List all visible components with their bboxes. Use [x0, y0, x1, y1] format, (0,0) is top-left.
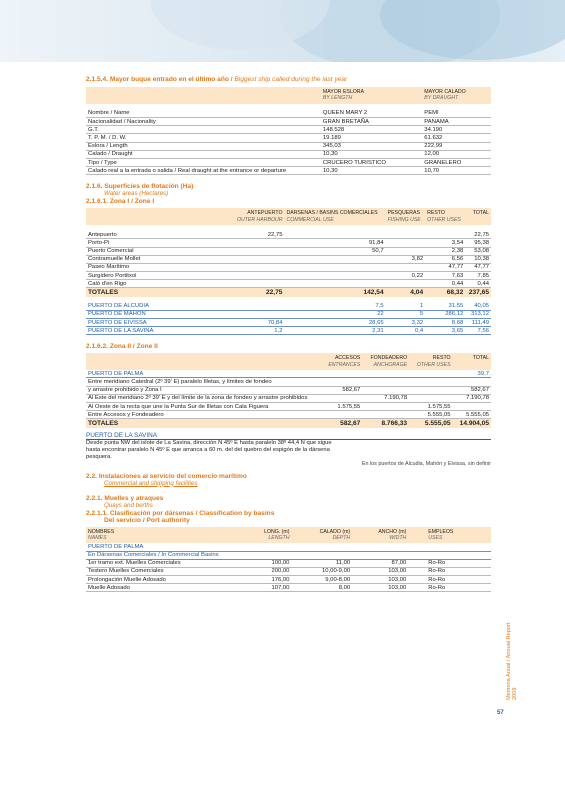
table-row: [86, 150, 491, 158]
col-header: FONDEADERO ANCHORAGE: [370, 355, 408, 368]
table-cell: 3,82: [386, 255, 426, 263]
table-cell: [409, 386, 452, 394]
table-cell: Nombre / Name: [86, 110, 321, 118]
table-cell: Al Oeste de la recta que une la Punta Sur de Illetas con Cala Figuera: [86, 402, 321, 410]
table-row: [86, 280, 491, 288]
table-row: [86, 255, 491, 263]
table-cell: Tipo / Type: [86, 158, 321, 166]
col-header: MAYOR ESLORA BY LENGTH: [322, 89, 365, 102]
biggest-ship-table: [86, 87, 491, 175]
table-cell: Eslora / Length: [86, 142, 321, 150]
table-cell: 53,08: [465, 247, 491, 255]
table-cell: [409, 394, 452, 402]
quays-table: [86, 527, 491, 593]
table-cell: PUERTO DE EIVISSA: [86, 319, 232, 327]
table-cell: G.T.: [86, 126, 321, 134]
subsection-title-port-authority: Del servicio / Port authority: [104, 516, 190, 524]
table-cell: [453, 402, 491, 410]
table-cell: 7.190,78: [453, 394, 491, 402]
header-banner: [0, 0, 565, 62]
footnote: En los puertos de Alcudia, Mahón y Eivissa, sin definir: [361, 460, 491, 467]
table-cell: [284, 280, 385, 288]
table-cell: 286,12: [425, 310, 465, 318]
table-cell: 345,03: [321, 142, 422, 150]
section-title-water-areas: 2.1.6. Superficies de flotación (Ha): [86, 183, 194, 191]
table-cell: 100,00: [240, 559, 292, 567]
table-cell: PANAMA: [422, 118, 491, 126]
table-row: [86, 310, 491, 318]
table-cell: 10,30: [321, 150, 422, 158]
table-cell: QUEEN MARY 2: [321, 110, 422, 118]
totals-row: TOTALES 22,75 142,54 4,04 68,32 237,65: [88, 289, 489, 297]
table-cell: 70,84: [232, 319, 285, 327]
table-cell: Puerto Comercial: [86, 247, 232, 255]
table-cell: PUERTO DE ALCUDIA: [86, 303, 232, 311]
table-row: [86, 386, 491, 394]
table-cell: 176,00: [240, 576, 292, 584]
table-cell: Surgidero Portitxol: [86, 272, 232, 280]
table-cell: [321, 411, 362, 419]
table-cell: 5.555,05: [409, 411, 452, 419]
table-cell: [284, 263, 385, 271]
table-cell: Muelle Adosado: [86, 584, 240, 592]
table-cell: [386, 239, 426, 247]
table-cell: 7.190,78: [362, 394, 409, 402]
table-cell: 10,00-9,00: [291, 567, 352, 575]
totals-row: TOTALES 582,67 8.766,33 5.555,05 14.904,05: [88, 419, 489, 427]
table-cell: Entre meridiano Catedral (2º 39' E) paralelo Illetas, y límites de fondeo: [86, 378, 321, 386]
table-cell: [232, 272, 285, 280]
table-cell: 50,7: [284, 247, 385, 255]
table-cell: 22,75: [232, 231, 285, 239]
table-row: [86, 584, 491, 592]
table-cell: 313,12: [465, 310, 491, 318]
col-header: NOMBRES NAMES: [88, 528, 115, 541]
section-title-biggest-ship: 2.1.5.4. Mayor buque entrado en el último año / Biggest ship called during the last year: [86, 76, 348, 83]
table-cell: Ro-Ro: [408, 576, 491, 584]
table-cell: 47,77: [425, 263, 465, 271]
table-cell: 87,00: [352, 559, 408, 567]
table-cell: Porto-Pi: [86, 239, 232, 247]
table-cell: 47,77: [465, 263, 491, 271]
table-cell: [362, 402, 409, 410]
col-header: ANCHO (m) WIDTH: [378, 528, 407, 541]
table-cell: Ro-Ro: [408, 567, 491, 575]
table-cell: Calado / Draught: [86, 150, 321, 158]
table-cell: 0,22: [386, 272, 426, 280]
table-cell: 7,56: [465, 327, 491, 335]
section-title-quays: 2.2.1. Muelles y atraques: [86, 494, 164, 502]
table-row: [86, 402, 491, 410]
table-row: [86, 303, 491, 311]
table-cell: PUERTO DE LA SAVINA: [86, 327, 232, 335]
table-cell: 10,38: [465, 255, 491, 263]
section-subtitle-en: Quays and berths: [104, 501, 153, 509]
table-cell: [232, 239, 285, 247]
table-cell: 582,67: [321, 386, 362, 394]
table-cell: Prolongación Muelle Adosado: [86, 576, 240, 584]
table-cell: Contramuelle Mollet: [86, 255, 232, 263]
table-cell: 91,84: [284, 239, 385, 247]
table-cell: Nacionalidad / Nacionality: [86, 118, 321, 126]
table-cell: 34.190: [422, 126, 491, 134]
table-cell: 200,00: [240, 567, 292, 575]
table-cell: Ro-Ro: [408, 584, 491, 592]
table-cell: 582,67: [453, 386, 491, 394]
table-cell: 2,31: [284, 327, 385, 335]
col-header: ANTEPUERTO OUTER HARBOUR: [236, 210, 283, 223]
table-cell: 7,5: [284, 303, 385, 311]
table-cell: 9,00-8,00: [291, 576, 352, 584]
table-cell: 7,85: [465, 272, 491, 280]
table-cell: 1: [386, 303, 426, 311]
table-cell: 0,44: [465, 280, 491, 288]
table-row: [86, 378, 491, 386]
table-cell: [453, 378, 491, 386]
table-cell: 1.575,55: [409, 402, 452, 410]
savina-title: PUERTO DE LA SAVINA: [86, 432, 491, 440]
col-header: TOTAL: [472, 210, 489, 217]
col-header: LONG. (m) LENGTH: [264, 528, 290, 541]
table-cell: 19.189: [321, 134, 422, 142]
table-header: [86, 353, 491, 370]
table-cell: 2,38: [425, 247, 465, 255]
table-row: [86, 158, 491, 166]
subsection-title-zone1: 2.1.6.1. Zona I / Zone I: [86, 198, 155, 206]
table-row: [86, 118, 491, 126]
table-row: [86, 559, 491, 567]
table-cell: [284, 272, 385, 280]
table-cell: [362, 411, 409, 419]
zone2-table: [86, 353, 491, 427]
table-cell: 5.555,05: [453, 411, 491, 419]
table-cell: 3,32: [386, 319, 426, 327]
table-cell: Ro-Ro: [408, 559, 491, 567]
table-header: [86, 208, 491, 225]
col-header: RESTO OTHER USES: [427, 210, 461, 223]
table-cell: y arrastre prohibido y Zona I: [86, 386, 321, 394]
col-header: PESQUERAS FISHING USE: [387, 210, 421, 223]
table-row: [86, 263, 491, 271]
table-header: [86, 527, 491, 544]
table-cell: [232, 303, 285, 311]
table-cell: 6,56: [425, 255, 465, 263]
table-cell: 8,68: [425, 319, 465, 327]
table-cell: CRUCERO TURISTICO: [321, 158, 422, 166]
table-cell: [386, 263, 426, 271]
table-cell: 107,00: [240, 584, 292, 592]
col-header: CALADO (m) DEPTH: [319, 528, 351, 541]
col-header: MAYOR CALADO BY DRAUGHT: [424, 89, 466, 102]
table-cell: 12,00: [422, 150, 491, 158]
table-cell: 40,05: [465, 303, 491, 311]
table-cell: 10,70: [422, 167, 491, 175]
table-row: [86, 319, 491, 327]
table-cell: [362, 378, 409, 386]
table-cell: 0,44: [425, 280, 465, 288]
table-cell: 1.575,55: [321, 402, 362, 410]
page-number: 57: [497, 710, 504, 716]
table-cell: Calado real a la entrada o salida / Real draught at the entrance or departure: [86, 167, 321, 175]
table-cell: 3,54: [425, 239, 465, 247]
table-row: [86, 394, 491, 402]
table-row: [86, 327, 491, 335]
table-cell: 10,30: [321, 167, 422, 175]
table-cell: [409, 378, 452, 386]
table-cell: [284, 231, 385, 239]
table-row: [86, 167, 491, 175]
table-cell: 8,00: [291, 584, 352, 592]
table-cell: [321, 394, 362, 402]
table-row: [86, 411, 491, 419]
page-content: [86, 70, 491, 592]
table-cell: [362, 386, 409, 394]
table-cell: 61.632: [422, 134, 491, 142]
table-cell: PEMI: [422, 110, 491, 118]
savina-description: Desde punta NW del islote de La Savina, dirección N 45º E hasta paralelo 38º 44,4 N que sigue hasta encontrar paralelo N 45º E que arranca a 60 m. del del quebro del espigón de la dársena pesquera.: [86, 439, 332, 460]
table-row: [86, 239, 491, 247]
table-cell: Al Este del meridiano 2º 39' E y del límite de la zona de fondeo y arrastre prohibidos: [86, 394, 321, 402]
col-header: DARSENAS / BASINS COMERCIALES COMMERCIAL USE: [286, 210, 378, 223]
table-cell: 1,2: [232, 327, 285, 335]
table-cell: [232, 247, 285, 255]
table-row: [86, 126, 491, 134]
table-cell: 103,00: [352, 584, 408, 592]
table-cell: [425, 231, 465, 239]
table-cell: 11,00: [291, 559, 352, 567]
table-cell: 22: [284, 310, 385, 318]
table-cell: 0,4: [386, 327, 426, 335]
table-row: [86, 142, 491, 150]
table-row: [86, 247, 491, 255]
group-row: En Dársenas Comerciales / In Commercial Basins: [86, 551, 491, 559]
table-cell: GRANELERO: [422, 158, 491, 166]
table-cell: 31,55: [425, 303, 465, 311]
table-cell: [386, 280, 426, 288]
section-subtitle-en: Commercial and shipping facilities: [104, 479, 198, 487]
table-cell: Caló d'en Rigo: [86, 280, 232, 288]
col-header: EMPLEOS USES: [428, 528, 454, 541]
zone1-table: [86, 208, 491, 335]
table-cell: T. P. M. / D. W.: [86, 134, 321, 142]
table-cell: 3,65: [425, 327, 465, 335]
side-report-label: Memoria Anual / Annual Report 2009: [506, 622, 518, 700]
table-cell: 22,75: [465, 231, 491, 239]
table-cell: 7,63: [425, 272, 465, 280]
table-row: [86, 134, 491, 142]
table-cell: 1er tramo ext. Muelles Comerciales: [86, 559, 240, 567]
table-cell: GRAN BRETAÑA: [321, 118, 422, 126]
table-cell: 95,38: [465, 239, 491, 247]
table-cell: [232, 255, 285, 263]
table-cell: [232, 280, 285, 288]
table-cell: Testero Muelles Comerciales: [86, 567, 240, 575]
table-cell: 103,00: [352, 576, 408, 584]
table-cell: [284, 255, 385, 263]
section-title-facilities: 2.2. Instalaciones al servicio del comercio marítimo: [86, 472, 247, 480]
table-cell: [232, 310, 285, 318]
table-row: [86, 231, 491, 239]
table-cell: Entre Accesos y Fondeadero: [86, 411, 321, 419]
col-header: RESTO OTHER USES: [416, 355, 451, 368]
subsection-title-basins: 2.2.1.1. Clasificación por dársenas / Classification by basins: [86, 509, 275, 517]
table-cell: 28,65: [284, 319, 385, 327]
table-row: [86, 567, 491, 575]
table-cell: [232, 263, 285, 271]
port-row-palma: PUERTO DE PALMA 39,7: [88, 370, 489, 377]
col-header: TOTAL: [472, 355, 489, 362]
section-subtitle-en: Water areas (Hectares): [104, 190, 169, 198]
table-cell: 111,49: [465, 319, 491, 327]
table-header: [86, 87, 491, 104]
table-row: [86, 272, 491, 280]
table-cell: Antepuerto: [86, 231, 232, 239]
table-cell: 148.528: [321, 126, 422, 134]
table-cell: [386, 231, 426, 239]
table-row: [86, 110, 491, 118]
table-cell: 103,00: [352, 567, 408, 575]
table-row: [86, 576, 491, 584]
subsection-title-zone2: 2.1.6.2. Zona II / Zone II: [86, 343, 158, 351]
table-cell: [386, 247, 426, 255]
col-header: ACCESOS ENTRANCES: [328, 355, 361, 368]
table-cell: 5: [386, 310, 426, 318]
table-cell: PUERTO DE MAHON: [86, 310, 232, 318]
table-cell: Paseo Marítimo: [86, 263, 232, 271]
table-cell: [321, 378, 362, 386]
port-row-palma: PUERTO DE PALMA: [86, 543, 491, 551]
table-cell: 222,99: [422, 142, 491, 150]
